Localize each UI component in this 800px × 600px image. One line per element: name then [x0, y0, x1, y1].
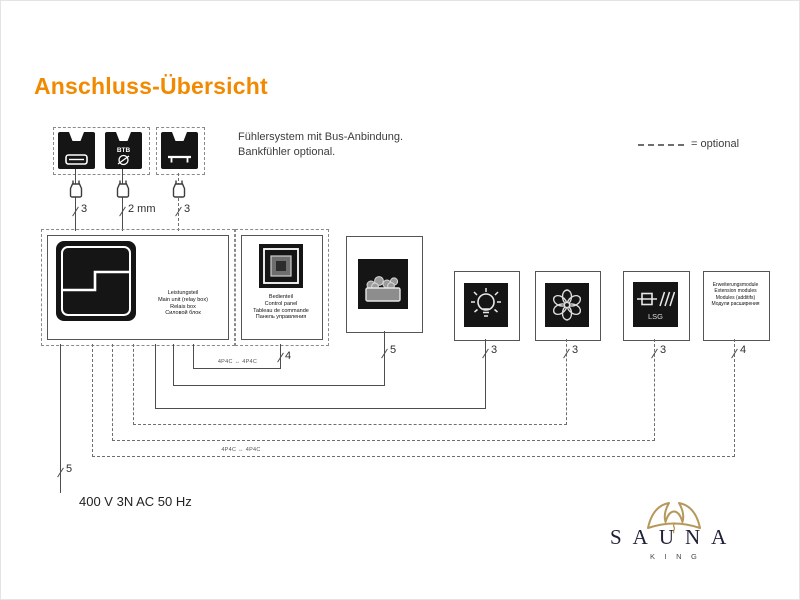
extension-modules-label-fr: Modules (additifs)	[715, 294, 756, 301]
lsg-run	[112, 440, 655, 441]
bus-cable-label: 4P4C ↔ 4P4C	[217, 359, 258, 365]
mains-voltage-label: 400 V 3N AC 50 Hz	[79, 494, 192, 509]
extension-modules-label	[704, 282, 767, 308]
control-panel-run	[193, 368, 281, 369]
heater-wire-label: 5	[390, 344, 397, 356]
page-title: Anschluss-Übersicht	[34, 73, 268, 99]
lsg-wire-label: 3	[660, 344, 667, 356]
control-panel-label-de: Bedienteil	[268, 294, 294, 300]
extension-modules-label-en: Extension modules	[714, 288, 757, 295]
fan-wire-drop	[133, 344, 134, 425]
lsg-wire-drop	[112, 344, 113, 441]
fan-icon	[545, 283, 589, 327]
bench-sensor-icon	[161, 132, 198, 169]
oven-sensor-wire	[75, 169, 76, 231]
control-panel-label-ru: Панель управления	[255, 314, 307, 321]
btb-sensor-icon	[105, 132, 142, 169]
light-wire-drop	[155, 344, 156, 409]
light-icon	[464, 283, 508, 327]
svg-text:BTB: BTB	[116, 147, 131, 154]
main-unit-label-en: Main unit (relay box)	[158, 296, 208, 303]
control-panel-label	[242, 294, 320, 321]
sensor-note-line1: Fühlersystem mit Bus-Anbindung.	[238, 131, 404, 143]
light-run	[155, 408, 486, 409]
svg-text:LSG: LSG	[647, 312, 664, 321]
main-unit-label-de: Leistungsteil	[167, 290, 199, 296]
extension-wire-label: 4	[740, 344, 747, 356]
btb-sensor-wire-label: 2 mm	[128, 203, 156, 215]
fan-wire-label: 3	[572, 344, 579, 356]
extension-wire-drop	[92, 344, 93, 457]
logo-sub-text: KING	[650, 552, 707, 561]
plug-icon	[115, 180, 131, 198]
relay-box-icon	[56, 241, 136, 321]
control-panel-wire-drop	[193, 344, 194, 369]
extension-modules-label-de: Erweiterungsmodule	[712, 282, 759, 288]
control-panel-label-en: Control panel	[264, 300, 298, 307]
main-unit-label-fr: Relais box	[170, 303, 196, 310]
light-wire-label: 3	[491, 344, 498, 356]
mains-wire-label: 5	[66, 463, 73, 475]
plug-icon	[68, 180, 84, 198]
fan-run	[133, 424, 567, 425]
control-panel-label-fr: Tableau de commande	[253, 307, 309, 314]
sensor-note-line2: Bankfühler optional.	[238, 146, 336, 158]
control-panel-wire-label: 4	[285, 350, 292, 362]
extension-modules-label-ru: Модули расширения	[711, 301, 760, 308]
heater-wire-drop	[173, 344, 174, 386]
extension-run	[92, 456, 735, 457]
heater-run	[173, 385, 385, 386]
plug-icon	[171, 180, 187, 198]
oven-sensor-icon	[58, 132, 95, 169]
bench-sensor-wire-label: 3	[184, 203, 191, 215]
btb-sensor-wire	[122, 169, 123, 231]
main-unit-label-ru: Силовой блок	[165, 310, 201, 317]
heater-icon	[358, 259, 408, 309]
heater-wire	[384, 331, 385, 386]
oven-sensor-wire-label: 3	[81, 203, 88, 215]
extension-wire	[734, 339, 735, 457]
lsg-icon	[633, 282, 678, 327]
main-unit-label	[141, 290, 225, 317]
control-panel-icon	[259, 244, 303, 288]
sensor-note	[238, 130, 403, 160]
bus-cable-label: 4P4C ↔ 4P4C	[221, 447, 261, 453]
logo-brand-text: SAUNA	[610, 525, 738, 549]
optional-dash-sample	[638, 144, 684, 146]
optional-legend-label: = optional	[691, 138, 740, 150]
